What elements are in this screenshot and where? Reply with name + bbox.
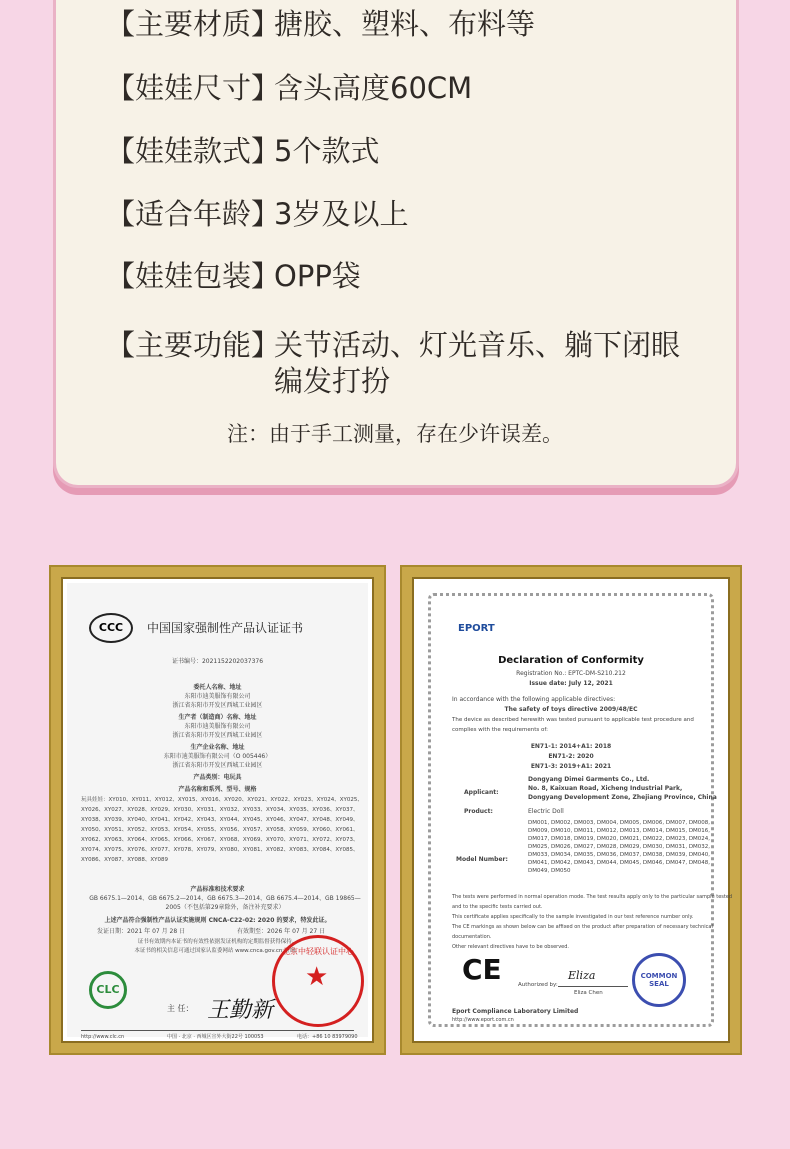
applicant-address: No. 8, Kaixuan Road, Xicheng Industrial Park, Dongyang Development Zone, Zhejiang Province, China [528, 785, 717, 801]
standards: GB 6675.1—2014、GB 6675.2—2014、GB 6675.3—2014、GB 6675.4—2014、GB 19865—2005（不包括第29章除外，备注补充要求） [89, 895, 361, 911]
seal-text: COMMON SEAL [640, 972, 678, 988]
spec-value: 含头高度60CM [274, 71, 473, 105]
spec-row-age [106, 196, 694, 232]
spec-key: 【主要材质】 [106, 7, 281, 41]
model-label: Model Number: [456, 856, 508, 863]
product-name: Electric Doll [528, 808, 564, 815]
spec-value: 3岁及以上 [274, 197, 409, 231]
applicant-name: 东阳市迪美服饰有限公司 [184, 693, 251, 700]
issue-date: 发证日期：2021 年 07 月 28 日 [97, 928, 186, 935]
applicant-label: 委托人名称、地址 [193, 684, 242, 691]
maker-name: 东阳市迪美服饰有限公司 [184, 723, 251, 730]
doc-title: Declaration of Conformity [498, 655, 644, 666]
note-5: documentation. [452, 934, 492, 940]
signer-name: Eliza Chen [574, 990, 603, 996]
spec-row-style [106, 133, 694, 169]
footer-phone: 电话：+86 10 83979090 [297, 1034, 358, 1040]
common-seal [632, 953, 686, 1007]
ce-mark: CE [462, 953, 502, 986]
spec-key: 【娃娃尺寸】 [106, 71, 281, 105]
directive: The safety of toys directive 2009/48/EC [504, 706, 638, 713]
standard-3: EN71-3: 2019+A1: 2021 [530, 763, 612, 770]
models-list: 玩具娃娃：XY010、XY011、XY012、XY015、XY016、XY020、XY021、XY022、XY023、XY024、XY025、XY026、XY027、XY028、XY029、XY030、XY031、XY032、XY033、XY034、XY035、XY036、XY037、XY038、XY039、XY040、XY041、XY042、XY043、XY044、XY045、XY046、XY047、XY048、XY049、XY050、XY051、XY052、XY053、XY054、XY055、XY056、XY057、XY058、XY059、XY060、XY061、XY062、XY063、XY064、XY065、XY066、XY067、XY068、XY069、XY070、XY071、XY072、XY073、XY074、XY075、XY076、XY077、XY078、XY079、XY080、XY081、XY082、XY083、XY084、XY085、XY086、XY087、XY088、XY089 [81, 797, 363, 863]
director-label: 主 任： [167, 1004, 194, 1013]
star-icon: ★ [305, 962, 329, 992]
spec-value: 关节活动、灯光音乐、躺下闭眼编发打扮 [274, 328, 681, 398]
clc-logo: CLC [89, 971, 127, 1009]
spec-row-size [106, 70, 694, 106]
note-4: The CE markings as shown below can be affixed on the product after preparation of necessary technical [452, 924, 713, 930]
spec-row-package [106, 258, 694, 294]
spec-value: OPP袋 [274, 259, 361, 293]
spec-row-function [106, 327, 684, 399]
signature-line [558, 986, 628, 987]
doc-certificate [418, 583, 733, 1037]
query-note: 本证书的相关信息可通过国家认监委网站 www.cnca.gov.cn 查询。 [134, 948, 301, 954]
device-line-1: The device as described herewith was tested pursuant to applicable test procedure and [452, 717, 694, 723]
director-signature: 王勤新 [207, 998, 274, 1023]
valid-until: 有效期至：2026 年 07 月 27 日 [237, 928, 326, 935]
footer-address: 中国 · 北京 · 西城区宣外大街22号 100053 [167, 1034, 264, 1040]
note-2: and to the specific tests carried out. [452, 904, 543, 910]
maker-label: 生产者（制造商）名称、地址 [178, 714, 257, 721]
authorized-label: Authorized by: [518, 982, 558, 988]
model-list: DM001, DM002, DM003, DM004, DM005, DM006, DM007, DM008, DM009, DM010, DM011, DM012, DM013, DM014, DM015, DM016, DM017, DM018, DM019, DM020, DM021, DM022, DM023, DM024, DM025, DM026, DM027, DM028, DM029, DM030, DM031, DM032, DM033, DM034, DM035, DM036, DM037, DM038, DM039, DM040, DM041, DM042, DM043, DM044, DM045, DM046, DM047, DM048, DM049, DM050 [528, 820, 711, 874]
measurement-note: 注：由于手工测量，存在少许误差。 [227, 422, 563, 446]
applicant-address: 浙江省东阳市开发区西城工业园区 [172, 702, 263, 709]
applicant-label: Applicant: [464, 789, 499, 796]
product-label: Product: [464, 808, 493, 815]
issue-date: Issue date: July 12, 2021 [529, 680, 613, 687]
spec-key: 【适合年龄】 [106, 197, 281, 231]
spec-key: 【娃娃款式】 [106, 134, 281, 168]
lab-website: http://www.eport.com.cn [452, 1017, 514, 1023]
eport-logo: EPORT [458, 623, 495, 634]
factory-address: 浙江省东阳市开发区西城工业园区 [172, 762, 263, 769]
ccc-certificate [67, 583, 368, 1040]
cert-title: 中国国家强制性产品认证证书 [147, 621, 304, 635]
ccc-logo: CCC [89, 613, 133, 643]
signature: Eliza [568, 969, 596, 982]
standard-2: EN71-2: 2020 [548, 753, 594, 760]
stamp-text: 北京中轻联认证中心 [282, 947, 354, 956]
intro-line: In accordance with the following applicable directives: [452, 696, 616, 703]
spec-value: 搪胶、塑料、布料等 [274, 7, 536, 41]
note-1: The tests were performed in normal operation mode. The test results apply only to the particular sample tested [452, 894, 733, 900]
models-label: 产品名称和系列、型号、规格 [178, 786, 257, 793]
note-6: Other relevant directives have to be observed. [452, 944, 570, 950]
footer-divider [81, 1030, 354, 1031]
cert-number: 证书编号：2021152202037376 [171, 658, 264, 665]
certification-stamp [272, 935, 364, 1027]
spec-key: 【主要功能】 [106, 328, 281, 362]
product-category: 产品类别：电玩具 [193, 774, 242, 781]
ccc-certificate-frame [51, 567, 384, 1053]
standards-label: 产品标准和技术要求 [190, 886, 245, 893]
spec-value: 5个款式 [274, 134, 380, 168]
validity-note: 证书有效期内本证书的有效性依据发证机构的定期监督获得保持。 [137, 939, 298, 945]
applicant-name: Dongyang Dimei Garments Co., Ltd. [528, 776, 650, 783]
spec-row-material [106, 6, 694, 42]
standard-1: EN71-1: 2014+A1: 2018 [530, 743, 612, 750]
factory-name: 东阳市迪美服饰有限公司（O 005446） [163, 753, 272, 760]
registration-number: Registration No.: EPTC-DM-S210.212 [516, 670, 626, 677]
doc-certificate-frame [402, 567, 740, 1053]
factory-label: 生产企业名称、地址 [190, 744, 245, 751]
spec-key: 【娃娃包装】 [106, 259, 281, 293]
note-3: This certificate applies specifically to the sample investigated in our test reference number only. [452, 914, 694, 920]
device-line-2: complies with the requirements of: [452, 727, 548, 733]
maker-address: 浙江省东阳市开发区西城工业园区 [172, 732, 263, 739]
footer-website: http://www.clc.cn [81, 1034, 125, 1040]
rule-statement: 上述产品符合强制性产品认证实施规则 CNCA-C22-02: 2020 的要求，特发此证。 [104, 917, 331, 924]
lab-name: Eport Compliance Laboratory Limited [452, 1008, 579, 1015]
